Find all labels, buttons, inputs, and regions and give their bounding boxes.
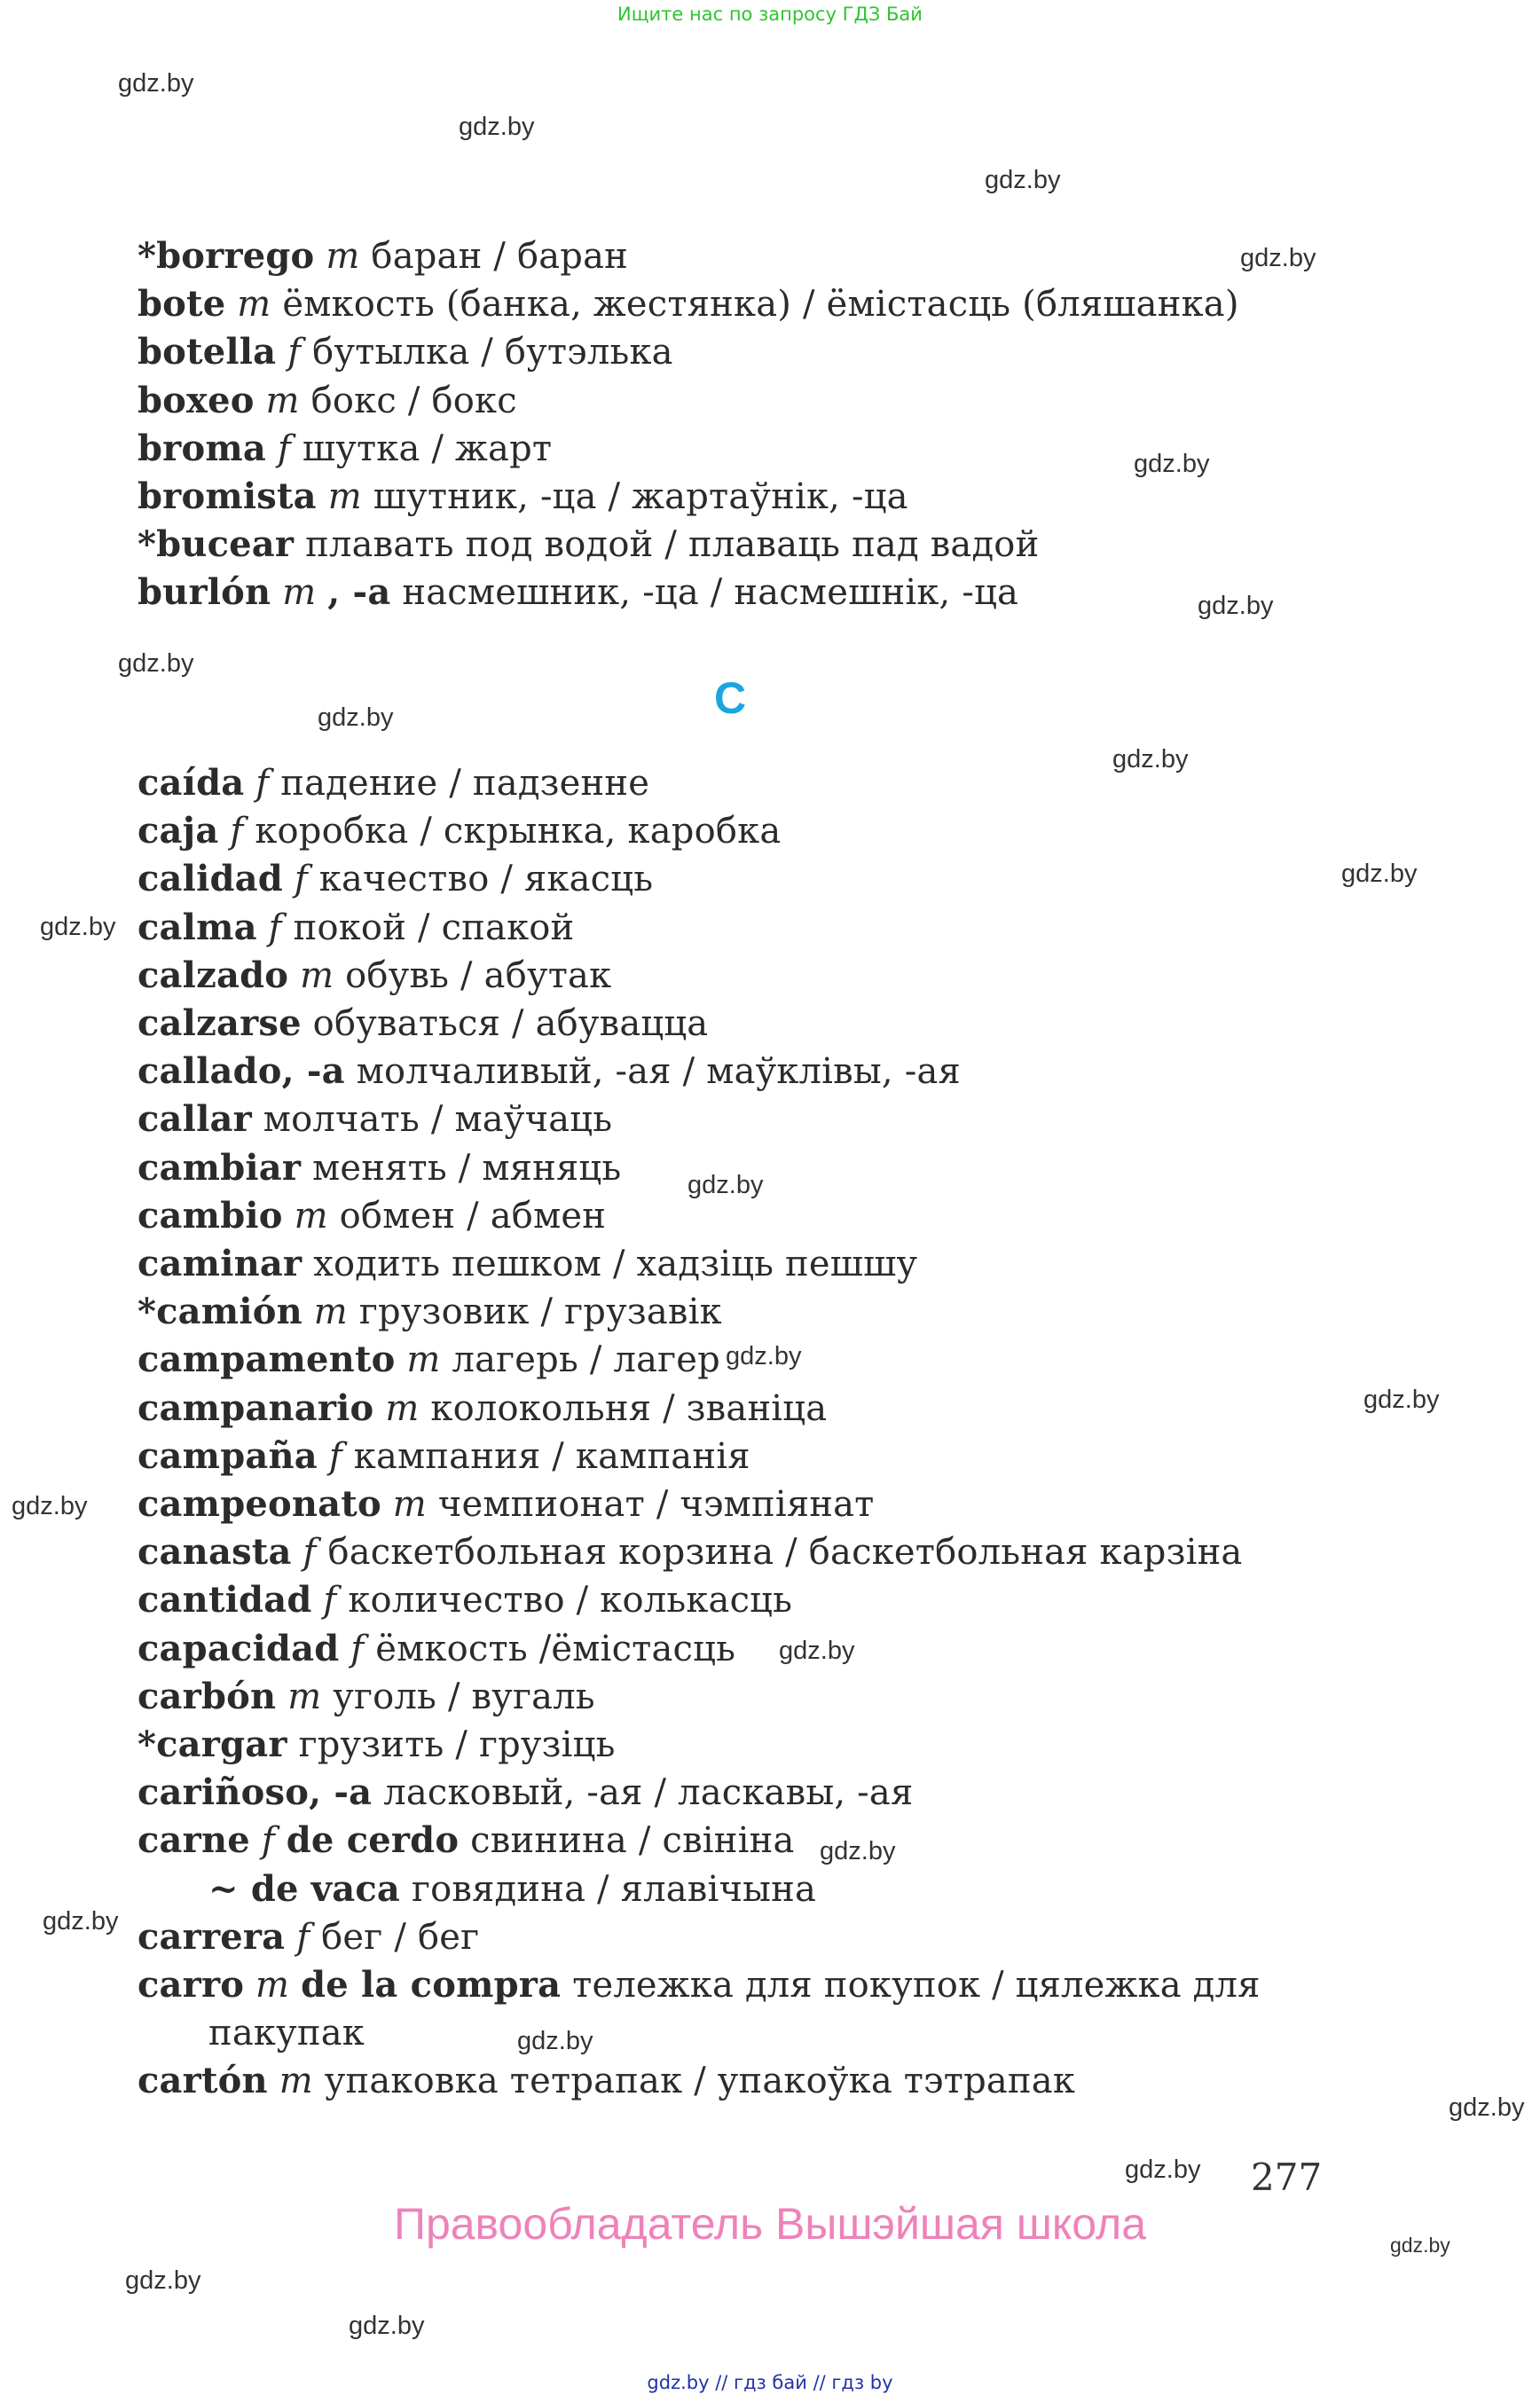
dictionary-entries-b — [138, 232, 1344, 617]
dictionary-entry — [138, 2057, 1344, 2105]
translation: плавать под водой / плаваць пад вадой — [305, 524, 1040, 566]
headword: cantidad — [138, 1579, 312, 1622]
translation: пакупак — [208, 2013, 365, 2054]
headword: cartón — [138, 2060, 268, 2102]
dictionary-entry — [138, 1480, 1344, 1528]
gender-marker: f — [230, 811, 244, 852]
gender-marker: m — [287, 1676, 322, 1717]
watermark: gdz.by — [688, 1171, 764, 1199]
translation: баскетбольная корзина / баскетбольная карзіна — [327, 1532, 1243, 1574]
watermark: gdz.by — [318, 703, 394, 732]
dictionary-entry — [138, 1336, 1344, 1384]
dictionary-entry — [138, 1385, 1344, 1433]
watermark: gdz.by — [517, 2027, 593, 2055]
dictionary-entry — [138, 1625, 1344, 1673]
translation: шутник, -ца / жартаўнік, -ца — [373, 476, 908, 518]
translation: ходить пешком / хадзіць пешшу — [313, 1244, 918, 1285]
headword: capacidad — [138, 1627, 340, 1669]
dictionary-entry — [138, 1144, 1344, 1192]
gender-marker: m — [282, 572, 317, 614]
translation: колокольня / званіца — [430, 1387, 828, 1429]
headword: callar — [138, 1098, 252, 1141]
headword: carbón — [138, 1675, 277, 1717]
watermark: gdz.by — [1449, 2093, 1525, 2122]
watermark: gdz.by — [40, 913, 116, 941]
headword: *borrego — [138, 235, 315, 277]
headword: cambio — [138, 1194, 283, 1237]
dictionary-entry — [138, 2009, 1344, 2057]
headword: campaña — [138, 1434, 318, 1477]
watermark: gdz.by — [1134, 450, 1210, 478]
headword: boxeo — [138, 379, 255, 421]
headword: botella — [138, 331, 277, 373]
gender-marker: f — [287, 332, 302, 373]
translation: обмен / абмен — [339, 1195, 607, 1237]
headword: bote — [138, 283, 226, 326]
watermark: gdz.by — [118, 69, 194, 98]
headword-phrase: de cerdo — [286, 1819, 460, 1862]
gender-marker: m — [265, 380, 300, 421]
headword: burlón — [138, 571, 271, 614]
watermark: gdz.by — [43, 1907, 119, 1936]
translation: шутка / жарт — [302, 428, 553, 469]
headword: carrera — [138, 1915, 286, 1958]
gender-marker: m — [300, 954, 334, 996]
translation: бег / бег — [321, 1916, 480, 1958]
dictionary-entry — [138, 1769, 1344, 1817]
watermark: gdz.by — [1240, 244, 1316, 272]
translation: молчать / маўчаць — [263, 1099, 613, 1141]
watermark: gdz.by — [12, 1492, 88, 1520]
headword: caminar — [138, 1243, 302, 1285]
translation: чемпионат / чэмпіянат — [437, 1484, 875, 1526]
gender-marker: f — [255, 763, 270, 804]
translation: количество / колькасць — [348, 1580, 793, 1622]
top-banner: Ищите нас по запросу ГДЗ Бай — [617, 4, 923, 25]
translation: уголь / вугаль — [333, 1676, 595, 1717]
headword: callado, -a — [138, 1050, 345, 1093]
gender-marker: f — [323, 1580, 337, 1622]
dictionary-entry — [138, 1048, 1344, 1095]
translation: упаковка тетрапак / упакоўка тэтрапак — [324, 2061, 1076, 2102]
dictionary-entry — [138, 759, 1344, 807]
headword: calzado — [138, 954, 289, 996]
headword: *camión — [138, 1291, 302, 1333]
watermark: gdz.by — [726, 1342, 802, 1370]
headword: caja — [138, 810, 219, 852]
dictionary-entry — [138, 328, 1344, 376]
headword: campeonato — [138, 1483, 381, 1526]
watermark: gdz.by — [1125, 2156, 1201, 2184]
headword: canasta — [138, 1531, 292, 1574]
dictionary-entry — [138, 1961, 1344, 2009]
dictionary-entry — [138, 1673, 1344, 1721]
translation: ласковый, -ая / ласкавы, -ая — [383, 1772, 914, 1814]
translation: кампания / кампанія — [353, 1435, 750, 1477]
dictionary-entry — [138, 425, 1344, 473]
headword: caída — [138, 762, 245, 804]
gender-marker: f — [294, 859, 308, 900]
gender-marker: f — [302, 1532, 317, 1574]
gender-marker: f — [296, 1916, 310, 1958]
watermark: gdz.by — [1390, 2234, 1450, 2257]
translation: насмешник, -ца / насмешнік, -ца — [402, 572, 1019, 614]
dictionary-entry — [138, 1000, 1344, 1048]
dictionary-entry — [138, 1240, 1344, 1288]
translation: молчаливый, -ая / маўклівы, -ая — [356, 1051, 961, 1093]
headword: campamento — [138, 1339, 396, 1381]
dictionary-entry — [138, 521, 1344, 569]
watermark: gdz.by — [1363, 1386, 1440, 1414]
dictionary-entry — [138, 1576, 1344, 1624]
translation: качество / якасць — [318, 859, 654, 900]
translation: грузовик / грузавік — [358, 1292, 722, 1333]
translation: тележка для покупок / цялежка для — [572, 1965, 1261, 2006]
watermark: gdz.by — [779, 1637, 855, 1665]
headword: bromista — [138, 475, 317, 518]
dictionary-entry — [138, 1288, 1344, 1336]
watermark: gdz.by — [1341, 860, 1418, 888]
dictionary-entry — [138, 807, 1344, 855]
translation: покой / спакой — [293, 907, 575, 948]
translation: коробка / скрынка, каробка — [255, 811, 782, 852]
dictionary-entry — [138, 1721, 1344, 1769]
dictionary-entry — [138, 1913, 1344, 1961]
translation: свинина / свініна — [470, 1820, 795, 1862]
dictionary-entry — [138, 1865, 1344, 1913]
translation: падение / падзенне — [280, 763, 650, 804]
dictionary-entry — [138, 855, 1344, 903]
translation: баран / баран — [371, 236, 628, 277]
gender-marker: f — [350, 1628, 365, 1669]
gender-marker: m — [237, 284, 271, 326]
dictionary-entry — [138, 232, 1344, 280]
gender-marker: m — [326, 236, 360, 277]
gender-marker: f — [277, 428, 291, 469]
translation: обуваться / абувацца — [312, 1003, 709, 1045]
headword: carne — [138, 1819, 250, 1862]
gender-marker: f — [268, 907, 282, 948]
gender-marker: f — [328, 1435, 342, 1477]
rights-holder-text: Правообладатель Вышэйшая школа — [394, 2199, 1146, 2249]
translation: бутылка / бутэлька — [312, 332, 673, 373]
gender-marker: m — [385, 1387, 420, 1429]
dictionary-entry — [138, 904, 1344, 952]
footer-links: gdz.by // гдз бай // гдз by — [647, 2372, 893, 2393]
translation: говядина / ялавічына — [411, 1868, 817, 1910]
headword: *cargar — [138, 1724, 287, 1766]
watermark: gdz.by — [349, 2312, 425, 2340]
translation: ёмкость /ёмістасць — [375, 1628, 736, 1669]
watermark: gdz.by — [118, 649, 194, 678]
letter-heading-c: C — [714, 673, 747, 723]
gender-marker: m — [313, 1292, 348, 1333]
dictionary-entry — [138, 952, 1344, 1000]
dictionary-entry — [138, 1433, 1344, 1480]
dictionary-entry — [138, 1095, 1344, 1143]
page-number: 277 — [1251, 2156, 1323, 2199]
dictionary-entry — [138, 1192, 1344, 1240]
gender-marker: m — [406, 1339, 441, 1381]
headword: cambiar — [138, 1146, 302, 1189]
dictionary-entry — [138, 1817, 1344, 1865]
headword-phrase: de la compra — [301, 1964, 562, 2006]
headword-phrase: , -a — [327, 571, 391, 614]
watermark: gdz.by — [985, 166, 1061, 194]
translation: ёмкость (банка, жестянка) / ёмістасць (бляшанка) — [282, 284, 1239, 326]
headword: carro — [138, 1964, 245, 2006]
dictionary-entry — [138, 377, 1344, 425]
translation: грузить / грузіць — [298, 1724, 616, 1766]
headword: broma — [138, 427, 266, 469]
headword: calma — [138, 906, 257, 948]
dictionary-entry — [138, 473, 1344, 521]
headword: ~ de vaca — [208, 1867, 401, 1910]
headword: calzarse — [138, 1002, 302, 1045]
gender-marker: m — [294, 1195, 328, 1237]
dictionary-entry — [138, 1528, 1344, 1576]
watermark: gdz.by — [125, 2266, 201, 2295]
watermark: gdz.by — [1112, 745, 1189, 774]
translation: бокс / бокс — [310, 380, 517, 421]
watermark: gdz.by — [820, 1837, 896, 1865]
translation: обувь / абутак — [345, 954, 612, 996]
translation: менять / мяняць — [312, 1147, 622, 1189]
gender-marker: m — [327, 476, 362, 518]
gender-marker: m — [279, 2061, 313, 2102]
watermark: gdz.by — [1198, 592, 1274, 620]
gender-marker: f — [261, 1820, 275, 1862]
dictionary-entries-c — [138, 759, 1344, 2106]
headword: cariñoso, -a — [138, 1771, 373, 1814]
translation: лагерь / лагер — [452, 1339, 720, 1381]
headword: *bucear — [138, 523, 295, 566]
headword: campanario — [138, 1386, 374, 1429]
gender-marker: m — [392, 1484, 427, 1526]
watermark: gdz.by — [459, 113, 535, 141]
dictionary-entry — [138, 569, 1344, 616]
headword: calidad — [138, 858, 283, 900]
gender-marker: m — [255, 1965, 290, 2006]
dictionary-entry — [138, 280, 1344, 328]
